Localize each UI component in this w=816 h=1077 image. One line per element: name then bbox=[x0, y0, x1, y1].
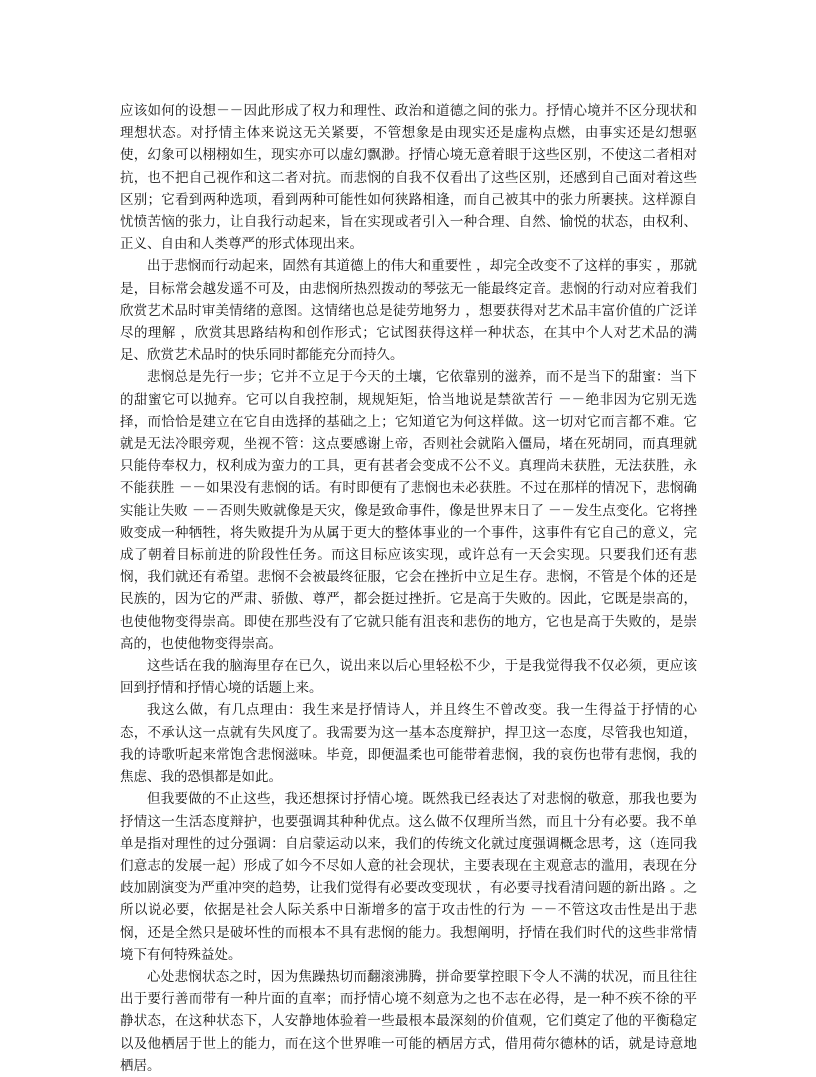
paragraph-6: 但我要做的不止这些，我还想探讨抒情心境。既然我已经表达了对悲悯的敬意，那我也要为抒情这一生活态度辩护，也要强调其种种优点。这么做不仅理所当然，而且十分有必要。我不单单是指对理性的过分强调：自启蒙运动以来，我们的传统文化就过度强调概念思考，这（连同我们意志的发展一起）形成了如今不尽如人意的社会现状，主要表现在主观意志的滥用，表现在分歧加剧演变为严重冲突的趋势，让我们觉得有必要改变现状 ，有必要寻找看清问题的新出路 。之所以说必要，依据是社会人际关系中日渐增多的富于攻击性的行为 －－不管这攻击性是出于悲悯，还是全然只是破坏性的而根本不具有悲悯的能力。我想阐明，抒情在我们时代的这些非常情境下有何特殊益处。 bbox=[120, 791, 697, 963]
paragraph-2: 出于悲悯而行动起来，固然有其道德上的伟大和重要性 ，却完全改变不了这样的事实 ，那就是，目标常会越发遥不可及，由悲悯所热烈拨动的琴弦无一能最终定音。悲悯的行动对应着我们欣赏艺术品时审美情绪的意图。这情绪也总是徒劳地努力 ，想要获得对艺术品丰富价值的广泛详尽的理解 ，欣赏其思路结构和创作形式；它试图获得这样一种状态，在其中个人对艺术品的满足、欣赏艺术品时的快乐同时都能充分而持久。 bbox=[120, 258, 697, 364]
paragraph-4: 这些话在我的脑海里存在已久，说出来以后心里轻松不少，于是我觉得我不仅必须，更应该回到抒情和抒情心境的话题上来。 bbox=[120, 658, 697, 697]
paragraph-3: 悲悯总是先行一步；它并不立足于今天的土壤，它依靠别的滋养，而不是当下的甜蜜：当下的甜蜜它可以抛弃。它可以自我控制，规规矩矩，恰当地说是禁欲苦行 －－绝非因为它别无选择，而恰恰是建立在它自由选择的基础之上；它知道它为何这样做。这一切对它而言都不难。它就是无法冷眼旁观，坐视不管：这点要感谢上帝，否则社会就陷入僵局，堵在死胡同，而真理就只能侍奉权力，权利成为蛮力的工具，更有甚者会变成不公不义。真理尚未获胜，无法获胜，永不能获胜 －－如果没有悲悯的话。有时即便有了悲悯也未必获胜。不过在那样的情况下，悲悯确实能让失败 －－否则失败就像是天灾，像是致命事件，像是世界末日了 －－发生点变化。它将挫败变成一种牺牲，将失败提升为从属于更大的整体事业的一个事件，这事件有它自己的意义，完成了朝着目标前进的阶段性任务。而这目标应该实现，或许总有一天会实现。只要我们还有悲悯，我们就还有希望。悲悯不会被最终征服，它会在挫折中立足生存。悲悯，不管是个体的还是民族的，因为它的严肃、骄傲、尊严，都会挺过挫折。它是高于失败的。因此，它既是崇高的，也使他物变得崇高。即使在那些没有了它就只能有沮丧和悲伤的地方，它也是高于失败的，是崇高的，也使他物变得崇高。 bbox=[120, 369, 697, 652]
document-page bbox=[120, 100, 697, 1077]
paragraph-5: 我这么做，有几点理由：我生来是抒情诗人，并且终生不曾改变。我一生得益于抒情的心态，不承认这一点就有失风度了。我需要为这一基本态度辩护，捍卫这一态度，尽管我也知道，我的诗歌听起来常饱含悲悯滋味。毕竟，即便温柔也可能带着悲悯，我的哀伤也带有悲悯，我的焦虑、我的恐惧都是如此。 bbox=[120, 702, 697, 786]
paragraph-1: 应该如何的设想－－因此形成了权力和理性、政治和道德之间的张力。抒情心境并不区分现状和理想状态。对抒情主体来说这无关紧要，不管想象是由现实还是虚构点燃，由事实还是幻想驱使，幻象可以栩栩如生，现实亦可以虚幻飘渺。抒情心境无意着眼于这些区别，不使这二者相对抗，也不把自己视作和这二者对抗。而悲悯的自我不仅看出了这些区别，还感到自己面对着这些区别；它看到两种选项，看到两种可能性如何狭路相逢，而自己被其中的张力所裹挟。这样源自忧愤苦恼的张力，让自我行动起来，旨在实现或者引入一种合理、自然、愉悦的状态，由权利、正义、自由和人类尊严的形式体现出来。 bbox=[120, 103, 697, 253]
paragraph-7: 心处悲悯状态之时，因为焦躁热切而翻滚沸腾，拼命要掌控眼下令人不满的状况，而且往往出于要行善而带有一种片面的直率；而抒情心境不刻意为之也不志在必得，是一种不疾不徐的平静状态，在这种状态下，人安静地体验着一些最根本最深刻的价值观，它们奠定了他的平衡稳定以及他栖居于世上的能力，而在这个世界唯一可能的栖居方式，借用荷尔德林的话，就是诗意地栖居。 bbox=[120, 968, 697, 1074]
